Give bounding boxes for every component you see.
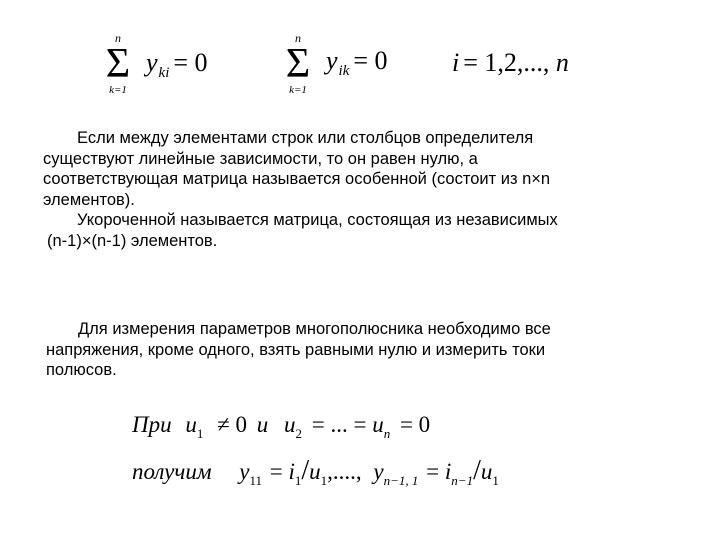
neq-zero: ≠ 0 — [217, 412, 247, 437]
text-line: напряжения, кроме одного, взять равными нулю и измерить токи — [46, 340, 546, 359]
word-and: и — [256, 412, 269, 437]
sum1-body — [146, 48, 208, 82]
range-n: n — [555, 48, 569, 77]
ellipsis: ,...., — [327, 459, 362, 484]
sum1-upper-limit: n — [115, 31, 121, 45]
slash: / — [473, 455, 481, 486]
text-line: (n-1)×(n-1) элементов. — [47, 231, 218, 250]
formula-result — [132, 455, 499, 487]
sum2-var: y — [326, 46, 338, 75]
sum2-rhs: = 0 — [353, 46, 388, 75]
sum1-rhs: = 0 — [173, 48, 208, 77]
sigma-symbol: Σ — [285, 41, 311, 87]
text-line: соответствующая матрица называется особенной (состоит из n×n — [43, 170, 551, 188]
sum1-lower-limit: k=1 — [109, 84, 127, 96]
text-line: полюсов. — [46, 361, 117, 379]
sum2-body — [326, 46, 388, 80]
paragraph-determinant — [43, 128, 558, 251]
i1: i — [288, 459, 295, 484]
u1: u — [309, 459, 321, 484]
summation-2 — [278, 32, 318, 96]
sum2-upper-limit: n — [295, 31, 301, 45]
range-values: = 1,2,..., — [463, 48, 556, 77]
u1: u — [185, 412, 197, 437]
word-get: получим — [132, 459, 212, 484]
un: u — [372, 412, 384, 437]
sigma-symbol: Σ — [105, 41, 131, 87]
equals-dots: = ... = — [311, 412, 367, 437]
text-line: Если между элементами строк или столбцов определителя — [77, 129, 534, 147]
u1b: u — [480, 459, 493, 484]
sum1-var: y — [146, 48, 158, 77]
paragraph-multipole — [46, 319, 551, 381]
u1-sub: 1 — [320, 473, 328, 488]
sum1-sub: ki — [158, 65, 170, 81]
word-when: При — [132, 412, 172, 437]
y11-sub: 11 — [249, 473, 263, 488]
u2: u — [284, 412, 296, 437]
equals: = — [426, 459, 440, 484]
range-var: i — [452, 48, 460, 77]
equals-zero: = 0 — [399, 412, 431, 437]
summation-1 — [98, 32, 138, 96]
in-sub: n−1 — [451, 473, 474, 488]
text-line: элементов). — [43, 190, 135, 209]
i1-sub: 1 — [294, 473, 302, 488]
u2-sub: 2 — [295, 426, 302, 441]
un-sub: n — [383, 426, 391, 441]
yn: y — [373, 459, 384, 484]
y11: y — [239, 459, 250, 484]
sum2-lower-limit: k=1 — [289, 84, 307, 96]
equals: = — [269, 459, 283, 484]
index-range — [452, 48, 569, 82]
in: i — [444, 459, 452, 484]
text-line: Укороченной называется матрица, состоящая из независимых — [77, 211, 558, 229]
u1b-sub: 1 — [492, 473, 499, 488]
text-line: Для измерения параметров многополюсника необходимо все — [78, 320, 551, 338]
yn-sub: n−1, 1 — [383, 473, 419, 488]
u1-sub: 1 — [196, 426, 204, 441]
formula-condition — [132, 412, 431, 441]
text-line: существуют линейные зависимости, то он равен нулю, а — [43, 149, 478, 168]
sum2-sub: ik — [338, 63, 350, 79]
slash: / — [301, 455, 310, 486]
